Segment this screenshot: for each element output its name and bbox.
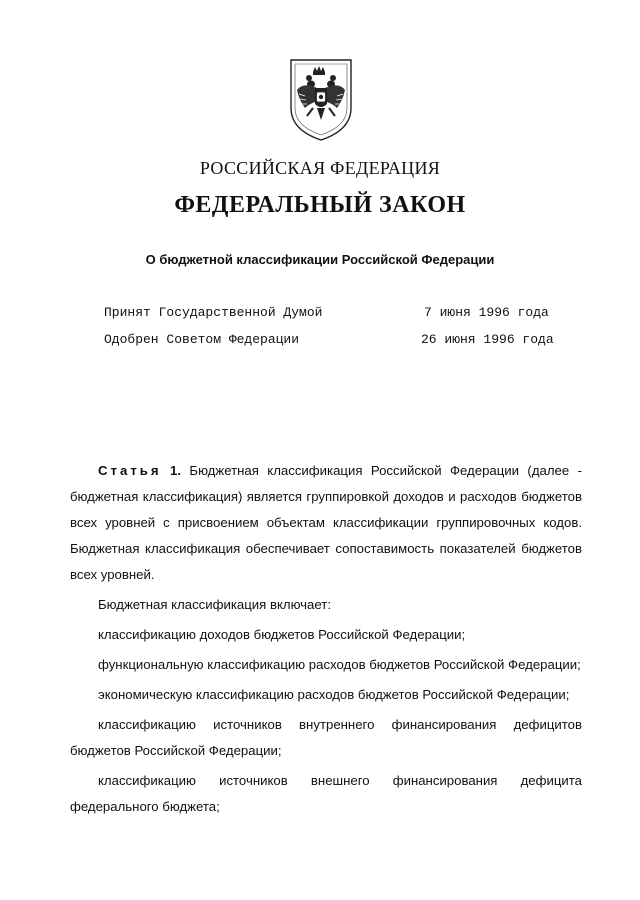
paragraph-functional-classification: функциональную классификацию расходов бюджетов Российской Федерации; [98,657,581,672]
law-body-text [70,458,582,824]
adoption-date-duma: 7 июня 1996 года [424,305,549,320]
paragraph-intro: Бюджетная классификация включает: [98,597,331,612]
paragraph-economic-classification: экономическую классификацию расходов бюджетов Российской Федерации; [98,687,570,702]
adoption-label-duma: Принят Государственной Думой [104,305,323,320]
adoption-label-council: Одобрен Советом Федерации [104,332,300,347]
country-heading: РОССИЙСКАЯ ФЕДЕРАЦИЯ [199,158,441,178]
document-title: О бюджетной классификации Российской Федерации [145,252,495,267]
document-type-heading: ФЕДЕРАЛЬНЫЙ ЗАКОН [174,192,466,218]
russian-coat-of-arms-icon [287,56,355,142]
paragraph-income-classification: классификацию доходов бюджетов Российской Федерации; [98,627,466,642]
article-label: Статья [98,463,162,478]
paragraph-internal-financing-classification: классификацию источников внутреннего финансирования дефицитов бюджетов Российской Федерации; [70,717,582,758]
adoption-date-council: 26 июня 1996 года [421,332,554,347]
paragraph-external-financing-classification: классификацию источников внешнего финансирования дефицита федерального бюджета; [70,773,582,814]
article-1-paragraph [70,458,582,588]
article-text: Бюджетная классификация Российской Федерации (далее - бюджетная классификация) является группировкой доходов и расходов бюджетов всех уровней с присвоением объектам классификации группировочных кодов. Бюджетная классификация обеспечивает сопоставимость показателей бюджетов всех уровней. [70,463,583,582]
article-number: 1. [170,463,181,478]
